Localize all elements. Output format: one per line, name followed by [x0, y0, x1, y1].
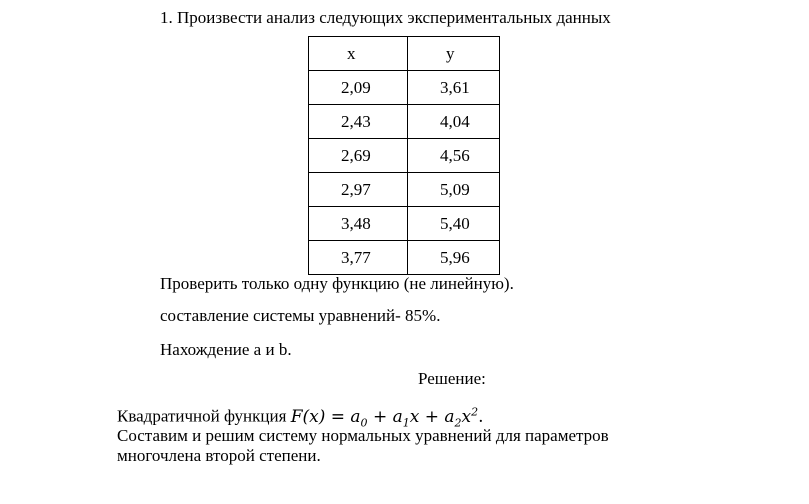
cell-x: 2,09 — [309, 71, 408, 105]
table-row — [309, 241, 500, 275]
cell-x: 2,97 — [309, 173, 408, 207]
data-table — [308, 36, 500, 275]
column-header-y: y — [408, 37, 500, 71]
solution-heading: Решение: — [418, 369, 486, 388]
formula-a1-var: x — [409, 406, 420, 427]
task-heading: 1. Произвести анализ следующих экспериментальных данных — [160, 8, 611, 27]
formula-a0-sub: 0 — [360, 416, 368, 430]
check-one-function-text: Проверить только одну функцию (не линейную). — [160, 274, 514, 293]
formula-lhs: F(x) — [290, 406, 326, 427]
cell-y: 3,61 — [408, 71, 500, 105]
formula-a2-sub: 2 — [454, 416, 462, 430]
normal-equations-line-1: Составим и решим систему нормальных уравнений для параметров — [117, 426, 609, 445]
table-row — [309, 71, 500, 105]
quadratic-formula — [290, 405, 484, 430]
formula-equals: = — [330, 406, 345, 427]
cell-x: 2,69 — [309, 139, 408, 173]
cell-x: 3,77 — [309, 241, 408, 275]
table-row — [309, 105, 500, 139]
cell-x: 2,43 — [309, 105, 408, 139]
table-row — [309, 207, 500, 241]
system-composition-text: составление системы уравнений- 85%. — [160, 306, 441, 325]
formula-a2: a — [444, 406, 455, 427]
formula-a2-sup: 2 — [471, 405, 479, 418]
cell-y: 5,96 — [408, 241, 500, 275]
formula-a2-var: x — [461, 406, 472, 427]
table-row — [309, 173, 500, 207]
column-header-x: x — [309, 37, 408, 71]
formula-a1: a — [392, 406, 403, 427]
formula-plus-1: + — [372, 406, 388, 427]
formula-end: . — [478, 406, 484, 427]
formula-a0: a — [350, 406, 361, 427]
cell-y: 4,56 — [408, 139, 500, 173]
formula-a1-sub: 1 — [402, 416, 410, 430]
cell-y: 4,04 — [408, 105, 500, 139]
quadratic-prefix: Квадратичной функция — [117, 406, 287, 426]
cell-y: 5,40 — [408, 207, 500, 241]
find-a-b-text: Нахождение a и b. — [160, 340, 292, 359]
normal-equations-line-2: многочлена второй степени. — [117, 446, 321, 465]
cell-x: 3,48 — [309, 207, 408, 241]
table-header-row — [309, 37, 500, 71]
cell-y: 5,09 — [408, 173, 500, 207]
formula-plus-2: + — [424, 406, 439, 427]
table-row — [309, 139, 500, 173]
